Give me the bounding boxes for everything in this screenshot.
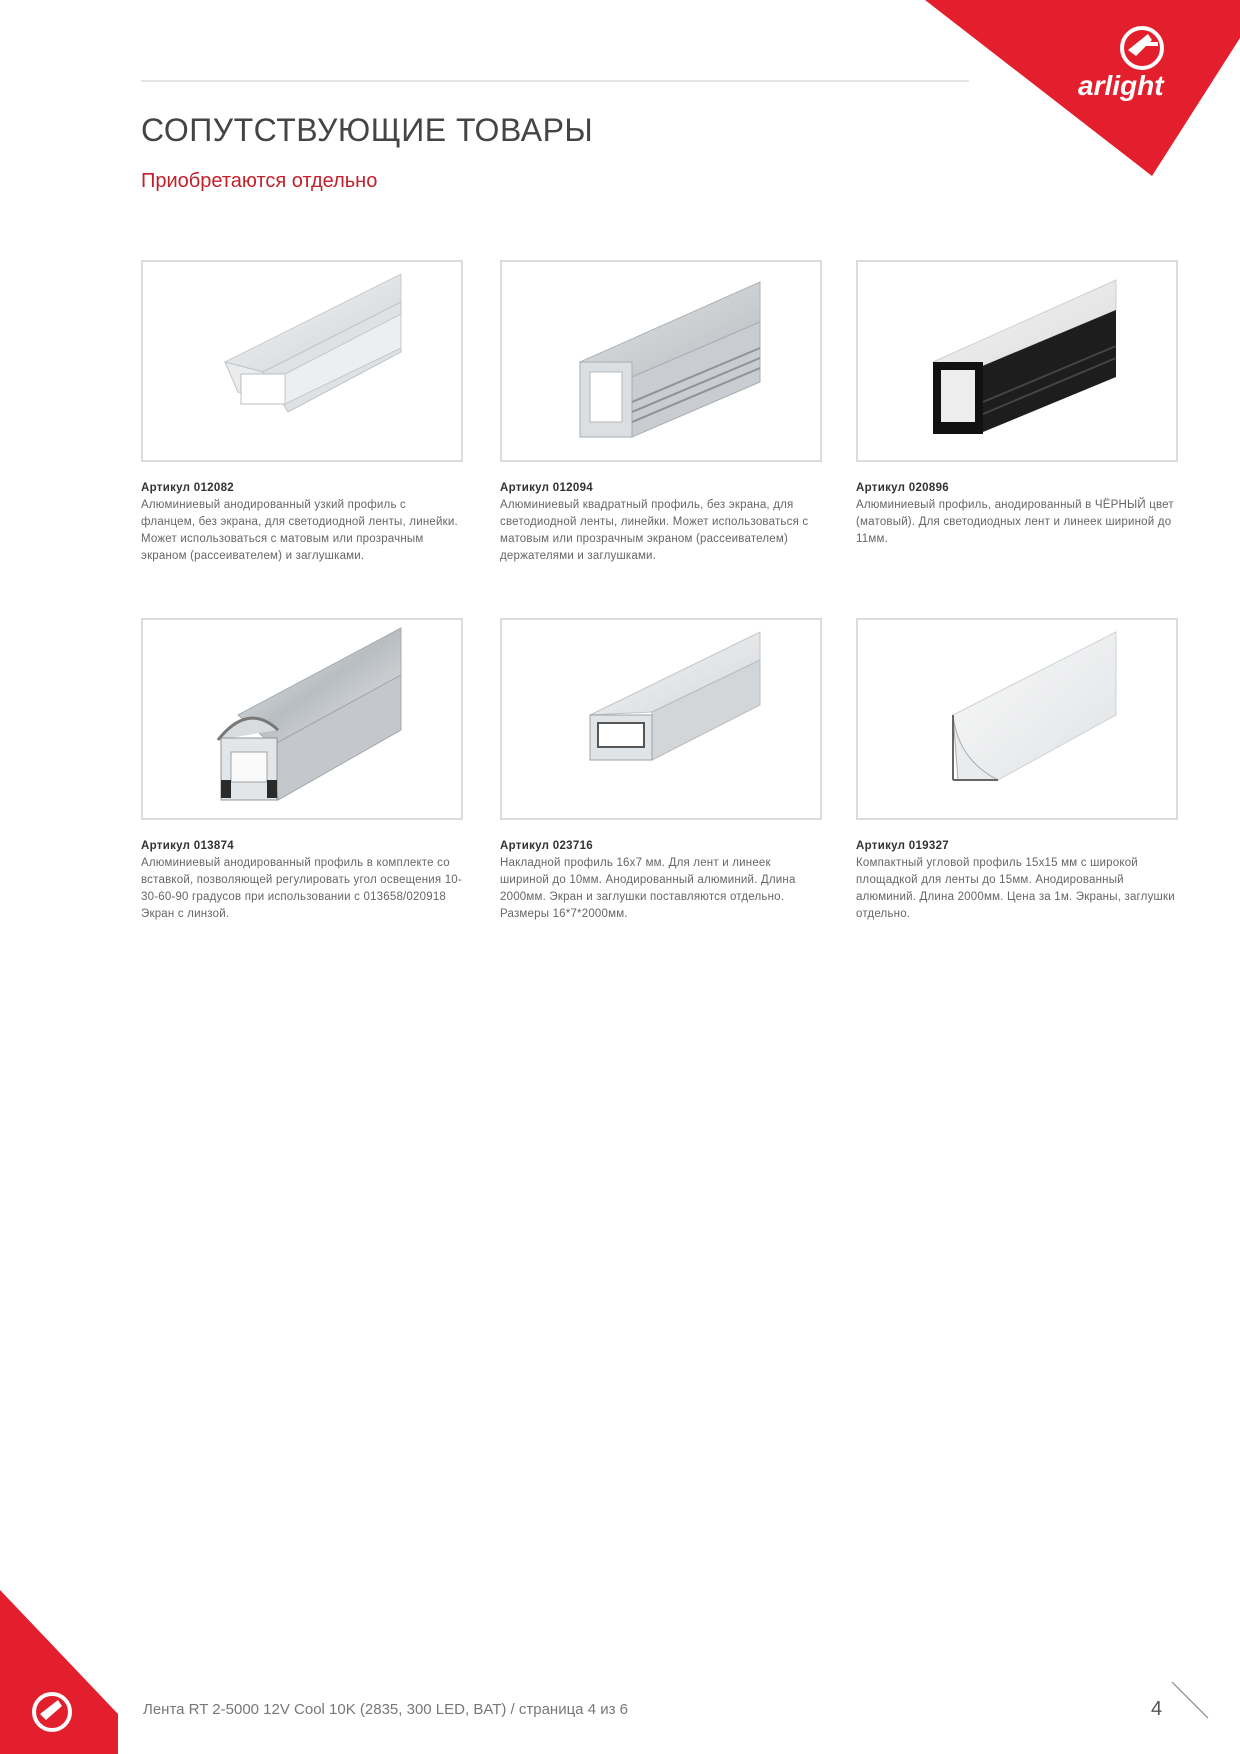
product-card <box>856 260 1178 548</box>
square-profile-image <box>502 262 820 460</box>
product-description: Компактный угловой профиль 15x15 мм с широкой площадкой для ленты до 15мм. Анодированный алюминий. Длина 2000мм. Цена за 1м. Экраны, заглушки отдельно. <box>856 857 1175 920</box>
corner-decoration-top <box>0 0 1240 180</box>
page-number: 4 <box>1151 1698 1163 1720</box>
page-title: СОПУТСТВУЮЩИЕ ТОВАРЫ <box>141 112 594 148</box>
product-sku: Артикул 012082 <box>141 482 234 494</box>
product-description: Накладной профиль 16x7 мм. Для лент и линеек шириной до 10мм. Анодированный алюминий. Длина 2000мм. Экран и заглушки поставляются отдельно. Размеры 16*7*2000мм. <box>500 857 796 920</box>
lens-profile-image <box>143 620 461 818</box>
logo-text: arlight <box>1078 70 1164 101</box>
product-sku: Артикул 019327 <box>856 840 949 852</box>
product-card <box>141 260 463 565</box>
product-image-frame <box>141 618 463 820</box>
product-image-frame <box>500 618 822 820</box>
product-card <box>856 618 1178 923</box>
product-description: Алюминиевый профиль, анодированный в ЧЁРНЫЙ цвет (матовый). Для светодиодных лент и линеек шириной до 11мм. <box>856 499 1174 545</box>
black-profile-image <box>858 262 1176 460</box>
page-corner-line-icon <box>1170 1680 1210 1720</box>
footer-document-info: Лента RT 2-5000 12V Cool 10K (2835, 300 LED, BAT) / страница 4 из 6 <box>143 1701 628 1718</box>
flanged-narrow-profile-image <box>143 262 461 460</box>
product-sku: Артикул 013874 <box>141 840 234 852</box>
product-card <box>141 618 463 923</box>
corner-decoration-bottom <box>0 1590 120 1754</box>
product-card <box>500 260 822 565</box>
product-sku: Артикул 023716 <box>500 840 593 852</box>
corner-profile-image <box>858 620 1176 818</box>
product-sku: Артикул 020896 <box>856 482 949 494</box>
product-image-frame <box>500 260 822 462</box>
page-subtitle: Приобретаются отдельно <box>141 170 378 192</box>
product-description: Алюминиевый анодированный узкий профиль с фланцем, без экрана, для светодиодной ленты, линейки. Может использоваться с матовым или прозрачным экраном (рассеивателем) и заглушками. <box>141 499 458 562</box>
header-divider <box>141 80 969 82</box>
product-image-frame <box>856 618 1178 820</box>
surface-profile-image <box>502 620 820 818</box>
product-image-frame <box>856 260 1178 462</box>
product-card <box>500 618 822 923</box>
product-image-frame <box>141 260 463 462</box>
product-description: Алюминиевый квадратный профиль, без экрана, для светодиодной ленты, линейки. Может использоваться с матовым или прозрачным экраном (рассеивателем) держателями и заглушками. <box>500 499 809 562</box>
product-sku: Артикул 012094 <box>500 482 593 494</box>
product-description: Алюминиевый анодированный профиль в комплекте со вставкой, позволяющей регулировать угол освещения 10-30-60-90 градусов при использовании с 013658/020918 Экран с линзой. <box>141 857 462 920</box>
